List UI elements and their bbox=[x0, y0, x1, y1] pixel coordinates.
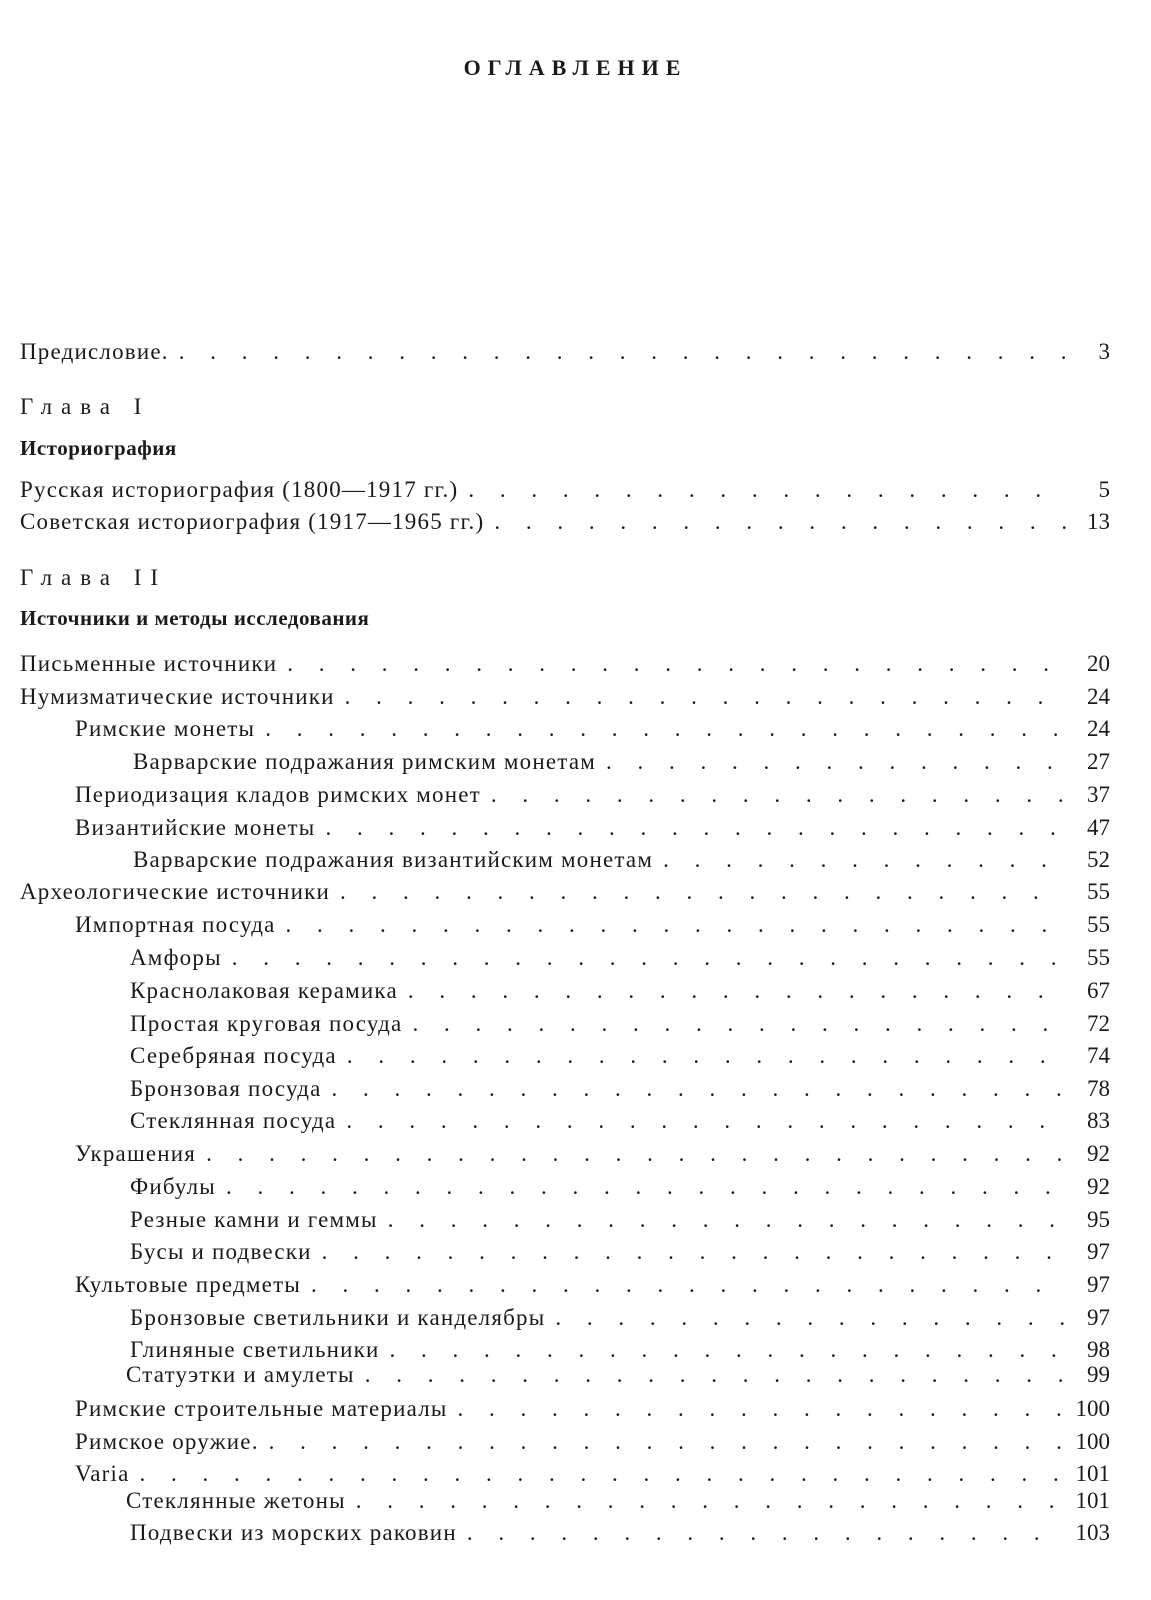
toc-entry-label: Varia bbox=[75, 1461, 130, 1486]
toc-entry[interactable] bbox=[75, 1141, 1110, 1167]
dot-leader bbox=[332, 1076, 1066, 1102]
toc-entry-label: Варварские подражания римским монетам bbox=[133, 749, 596, 774]
page-title: ОГЛАВЛЕНИЕ bbox=[463, 55, 688, 80]
toc-entry-label: Резные камни и геммы bbox=[130, 1207, 378, 1232]
dot-leader bbox=[269, 1429, 1066, 1455]
dot-leader bbox=[206, 1141, 1066, 1167]
dot-leader bbox=[311, 1272, 1066, 1298]
toc-entry-page: 55 bbox=[1087, 879, 1110, 904]
toc-entry[interactable] bbox=[130, 1520, 1110, 1546]
dot-leader bbox=[663, 847, 1066, 873]
toc-entry-label: Стеклянные жетоны bbox=[126, 1488, 346, 1513]
dot-leader bbox=[286, 912, 1066, 938]
toc-entry-label: Нумизматические источники bbox=[20, 684, 335, 709]
toc-entry[interactable] bbox=[75, 1396, 1110, 1422]
toc-entry-label: Римские строительные материалы bbox=[75, 1396, 448, 1421]
dot-leader bbox=[365, 1362, 1066, 1388]
toc-entry-page: 47 bbox=[1087, 815, 1110, 840]
toc-entry[interactable] bbox=[20, 879, 1110, 905]
toc-entry-page: 101 bbox=[1075, 1461, 1110, 1486]
dot-leader bbox=[325, 815, 1066, 841]
dot-leader bbox=[322, 1239, 1066, 1265]
toc-entry-page: 3 bbox=[1098, 339, 1110, 364]
dot-leader bbox=[265, 716, 1066, 742]
toc-entry-label: Бронзовые светильники и канделябры bbox=[130, 1305, 546, 1330]
toc-entry-label: Бронзовая посуда bbox=[130, 1076, 322, 1101]
toc-entry-page: 24 bbox=[1087, 684, 1110, 709]
dot-leader bbox=[467, 1520, 1066, 1546]
toc-entry-page: 27 bbox=[1087, 749, 1110, 774]
toc-entry-label: Украшения bbox=[75, 1141, 197, 1166]
toc-entry-page: 97 bbox=[1087, 1305, 1110, 1330]
toc-entry[interactable] bbox=[130, 1108, 1110, 1134]
toc-entry-page: 78 bbox=[1087, 1076, 1110, 1101]
dot-leader bbox=[606, 749, 1066, 775]
toc-entry-label: Фибулы bbox=[130, 1174, 216, 1199]
toc-entry[interactable] bbox=[126, 1362, 1110, 1388]
toc-entry-page: 52 bbox=[1087, 847, 1110, 872]
toc-entry-page: 97 bbox=[1087, 1239, 1110, 1264]
toc-entry-page: 5 bbox=[1098, 477, 1110, 502]
toc-entry[interactable] bbox=[20, 509, 1110, 535]
toc-entry-page: 74 bbox=[1087, 1043, 1110, 1068]
toc-entry-page: 97 bbox=[1087, 1272, 1110, 1297]
toc-entry-label: Краснолаковая керамика bbox=[130, 978, 398, 1003]
toc-entry-label: Советская историография (1917—1965 гг.) bbox=[20, 509, 485, 534]
chapter-title: Историография bbox=[20, 436, 177, 460]
chapter-title: Источники и методы исследования bbox=[20, 606, 370, 630]
toc-entry[interactable] bbox=[130, 1174, 1110, 1200]
toc-entry-label: Глиняные светильники bbox=[130, 1337, 380, 1362]
dot-leader bbox=[340, 879, 1066, 905]
dot-leader bbox=[468, 477, 1066, 503]
chapter-heading: Глава II bbox=[20, 565, 168, 590]
toc-entry-page: 20 bbox=[1087, 651, 1110, 676]
toc-entry[interactable] bbox=[130, 1337, 1110, 1363]
toc-entry-page: 72 bbox=[1087, 1011, 1110, 1036]
toc-entry[interactable] bbox=[126, 1488, 1110, 1514]
toc-entry[interactable] bbox=[130, 1207, 1110, 1233]
toc-entry-label: Стеклянная посуда bbox=[130, 1108, 337, 1133]
toc-entry[interactable] bbox=[75, 1429, 1110, 1455]
toc-entry-page: 100 bbox=[1075, 1396, 1110, 1421]
dot-leader bbox=[412, 1011, 1066, 1037]
dot-leader bbox=[408, 978, 1066, 1004]
toc-entry-page: 55 bbox=[1087, 912, 1110, 937]
dot-leader bbox=[347, 1043, 1066, 1069]
toc-entry[interactable] bbox=[130, 1076, 1110, 1102]
toc-entry[interactable] bbox=[75, 815, 1110, 841]
toc-entry-page: 55 bbox=[1087, 945, 1110, 970]
toc-entry[interactable] bbox=[20, 651, 1110, 677]
dot-leader bbox=[287, 651, 1066, 677]
toc-entry[interactable] bbox=[75, 782, 1110, 808]
toc-entry-page: 67 bbox=[1087, 978, 1110, 1003]
toc-entry-label: Подвески из морских раковин bbox=[130, 1520, 457, 1545]
toc-entry-page: 95 bbox=[1087, 1207, 1110, 1232]
toc-entry-page: 100 bbox=[1075, 1429, 1110, 1454]
toc-entry-label: Простая круговая посуда bbox=[130, 1011, 403, 1036]
toc-entry-page: 13 bbox=[1087, 509, 1110, 534]
toc-entry-label: Статуэтки и амулеты bbox=[126, 1362, 355, 1387]
toc-entry-label: Импортная посуда bbox=[75, 912, 276, 937]
dot-leader bbox=[345, 684, 1066, 710]
toc-entry-label: Бусы и подвески bbox=[130, 1239, 312, 1264]
toc-entry-label: Письменные источники bbox=[20, 651, 278, 676]
toc-entry[interactable] bbox=[130, 1239, 1110, 1265]
toc-entry-label: Археологические источники bbox=[20, 879, 330, 904]
toc-entry-label: Римское оружие. bbox=[75, 1429, 259, 1454]
toc-entry[interactable] bbox=[75, 716, 1110, 742]
toc-entry-label: Амфоры bbox=[130, 945, 222, 970]
toc-entry[interactable] bbox=[75, 912, 1110, 938]
toc-entry[interactable] bbox=[75, 1272, 1110, 1298]
dot-leader bbox=[179, 339, 1066, 365]
toc-entry-page: 98 bbox=[1087, 1337, 1110, 1362]
toc-entry-label: Предисловие. bbox=[20, 339, 169, 364]
toc-entry-page: 24 bbox=[1087, 716, 1110, 741]
toc-entry-page: 92 bbox=[1087, 1141, 1110, 1166]
toc-entry[interactable] bbox=[20, 684, 1110, 710]
toc-entry[interactable] bbox=[133, 847, 1110, 873]
toc-entry-label: Римские монеты bbox=[75, 716, 256, 741]
dot-leader bbox=[140, 1461, 1066, 1487]
toc-entry-page: 37 bbox=[1087, 782, 1110, 807]
dot-leader bbox=[458, 1396, 1066, 1422]
dot-leader bbox=[494, 509, 1066, 535]
dot-leader bbox=[390, 1337, 1066, 1363]
toc-entry-page: 103 bbox=[1075, 1520, 1110, 1545]
toc-entry-label: Византийские монеты bbox=[75, 815, 316, 840]
dot-leader bbox=[226, 1174, 1066, 1200]
toc-entry[interactable] bbox=[133, 749, 1110, 775]
dot-leader bbox=[346, 1108, 1066, 1134]
toc-entry[interactable] bbox=[20, 477, 1110, 503]
toc-entry[interactable] bbox=[130, 1305, 1110, 1331]
chapter-heading: Глава I bbox=[20, 394, 151, 419]
dot-leader bbox=[491, 782, 1066, 808]
toc-entry[interactable] bbox=[130, 945, 1110, 971]
dot-leader bbox=[555, 1305, 1066, 1331]
toc-entry[interactable] bbox=[130, 1011, 1110, 1037]
toc-entry[interactable] bbox=[130, 978, 1110, 1004]
toc-entry-label: Культовые предметы bbox=[75, 1272, 301, 1297]
dot-leader bbox=[232, 945, 1066, 971]
toc-entry-preface[interactable] bbox=[20, 339, 1110, 365]
toc-entry-label: Периодизация кладов римских монет bbox=[75, 782, 481, 807]
toc-entry-page: 99 bbox=[1087, 1362, 1110, 1387]
toc-entry[interactable] bbox=[130, 1043, 1110, 1069]
dot-leader bbox=[356, 1488, 1066, 1514]
toc-entry-page: 92 bbox=[1087, 1174, 1110, 1199]
toc-entry-label: Варварские подражания византийским монетам bbox=[133, 847, 654, 872]
toc-entry-page: 101 bbox=[1075, 1488, 1110, 1513]
dot-leader bbox=[388, 1207, 1066, 1233]
toc-entry[interactable] bbox=[75, 1461, 1110, 1487]
toc-entry-label: Серебряная посуда bbox=[130, 1043, 337, 1068]
toc-entry-page: 83 bbox=[1087, 1108, 1110, 1133]
toc-entry-label: Русская историография (1800—1917 гг.) bbox=[20, 477, 459, 502]
